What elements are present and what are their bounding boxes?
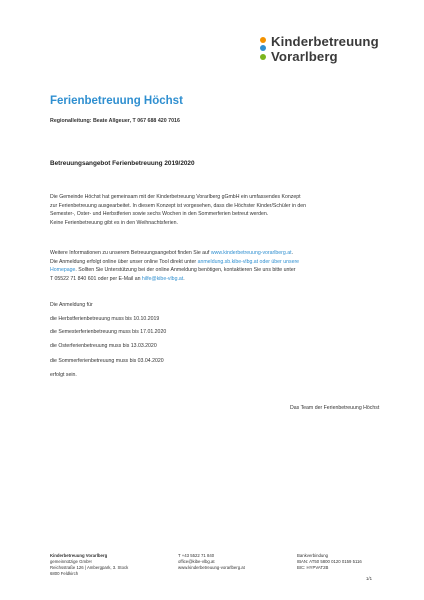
intro-paragraph xyxy=(50,193,380,228)
deadline-outro: erfolgt sein. xyxy=(50,372,77,378)
info-line xyxy=(50,258,380,267)
footer-line: Bankverbindung xyxy=(297,553,329,558)
logo-line2: Vorarlberg xyxy=(271,49,338,64)
deadline-item: die Herbstferienbetreuung muss bis 10.10.2019 xyxy=(50,316,160,322)
info-text: . Sollten Sie Unterstützung bei der online Anmeldung benötigen, kontaktieren Sie uns bitte unter xyxy=(75,267,296,274)
logo-line1: Kinderbetreuung xyxy=(271,34,379,49)
deadline-item: die Sommerferienbetreuung muss bis 03.04.2020 xyxy=(50,358,164,364)
logo-dots-icon xyxy=(258,36,270,64)
page-number: 1/1 xyxy=(366,576,372,581)
deadline-intro: Die Anmeldung für xyxy=(50,302,93,308)
info-text: . xyxy=(183,275,185,282)
website-link[interactable]: www.kinderbetreuung-vorarlberg.at xyxy=(210,250,292,256)
footer-company xyxy=(50,553,128,577)
footer-line: 6800 Feldkirch xyxy=(50,571,79,576)
footer-bank xyxy=(297,553,362,571)
footer-line: IBAN: AT50 5800 0120 0159 5116 xyxy=(297,559,362,564)
footer-line: BIC: HYPVAT2B xyxy=(297,565,329,570)
footer-line: Kinderbetreuung Vorarlberg xyxy=(50,553,108,558)
page-title: Ferienbetreuung Höchst xyxy=(50,95,183,107)
subject-heading: Betreuungsangebot Ferienbetreuung 2019/2020 xyxy=(50,160,195,167)
footer-contact xyxy=(178,553,245,571)
info-text: . xyxy=(291,250,294,256)
logo-dot-green xyxy=(260,54,266,60)
intro-line: Keine Ferienbetreuung gibt es in den Weihnachtsferien. xyxy=(50,220,178,227)
kinderbetreuung-logo xyxy=(258,34,408,64)
region-contact: Regionalleitung: Beate Allgeuer, T 067 688 420 7016 xyxy=(50,118,180,124)
logo-text xyxy=(271,34,379,64)
info-line xyxy=(50,249,380,258)
registration-link[interactable]: anmeldung.sb.kibe-vlbg.at oder über unsere xyxy=(197,258,300,265)
footer-line: T +43 5522 71 840 xyxy=(178,553,215,558)
info-line xyxy=(50,275,380,284)
deadline-item: die Osterferienbetreuung muss bis 13.03.2020 xyxy=(50,343,157,349)
deadline-item: die Semesterferienbetreuung muss bis 17.01.2020 xyxy=(50,329,167,335)
logo-dot-orange xyxy=(260,37,266,43)
intro-line: Die Gemeinde Höchst hat gemeinsam mit der Kinderbetreuung Vorarlberg gGmbH ein umfassendes Konzept xyxy=(50,194,301,200)
email-link[interactable]: hilfe@kibe-vlbg.at xyxy=(141,275,184,282)
info-text: Die Anmeldung erfolgt online über unser online Tool direkt unter xyxy=(50,258,198,265)
intro-line: Semester-, Oster- und Herbstferien sowie sechs Wochen in den Sommerferien betreut werden. xyxy=(50,211,269,218)
info-text: Weitere Informationen zu unserem Betreuungsangebot finden Sie auf xyxy=(50,250,211,256)
intro-line: zur Ferienbetreuung ausgearbeitet. In diesem Konzept ist vorgesehen, dass die Höchster Kinder/Schüler in den xyxy=(50,202,307,209)
homepage-link[interactable]: Homepage xyxy=(50,267,76,274)
footer-line: Reichsstraße 126 | Ambergpark, 3. Stock xyxy=(50,565,129,570)
info-paragraph xyxy=(50,249,380,283)
logo-dot-blue xyxy=(260,45,266,51)
footer-line: gemeinnützige GmbH xyxy=(50,559,92,564)
info-line xyxy=(50,266,380,275)
footer-line: www.kinderbetreuung-vorarlberg.at xyxy=(178,565,245,570)
info-text: T 05522 71 840 601 oder per E-Mail an xyxy=(50,275,142,282)
footer-line: office@kibe-vlbg.at xyxy=(178,559,215,564)
signature: Das Team der Ferienbetreuung Höchst xyxy=(290,405,380,411)
